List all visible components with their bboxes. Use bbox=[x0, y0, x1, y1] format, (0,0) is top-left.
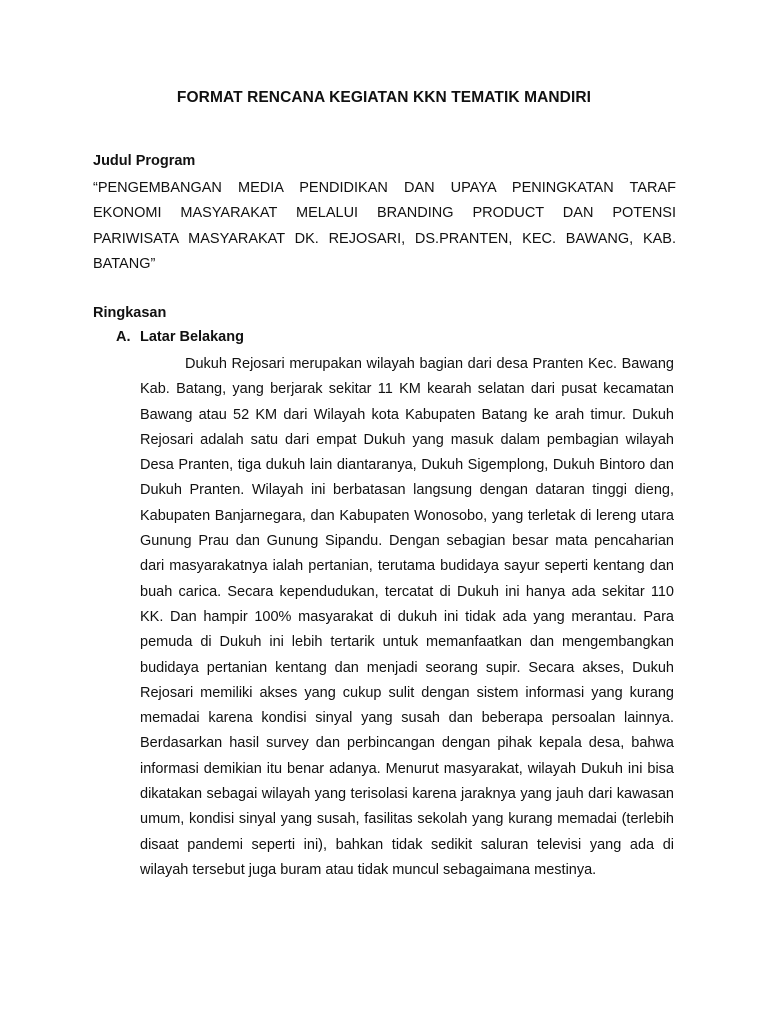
list-marker: A. bbox=[116, 329, 131, 345]
background-paragraph: Dukuh Rejosari merupakan wilayah bagian dari desa Pranten Kec. Bawang Kab. Batang, yang berjarak sekitar 11 KM kearah selatan dari pusat kecamatan Bawang atau 52 KM dari Wilayah kota Kabupaten Batang ke arah timur. Dukuh Rejosari adalah satu dari empat Dukuh yang masuk dalam pembagian wilayah Desa Pranten, tiga dukuh lain diantaranya, Dukuh Sigemplong, Dukuh Bintoro dan Dukuh Pranten. Wilayah ini berbatasan langsung dengan dataran tinggi dieng, Kabupaten Banjarnegara, dan Kabupaten Wonosobo, yang terletak di lereng utara Gunung Prau dan Gunung Sipandu. Dengan sebagian besar mata pencaharian dari masyarakatnya ialah pertanian, terutama budidaya sayur seperti kentang dan buah carica. Secara kependudukan, tercatat di Dukuh ini hanya ada sekitar 110 KK. Dan hampir 100% masyarakat di dukuh ini tidak ada yang merantau. Para pemuda di Dukuh ini lebih tertarik untuk memanfaatkan dan mengembangkan budidaya pertanian kentang dan menjadi seorang supir. Secara akses, Dukuh Rejosari memiliki akses yang cukup sulit dengan sistem informasi yang kurang memadai karena kondisi sinyal yang susah dan beberapa persoalan lainnya. Berdasarkan hasil survey dan perbincangan dengan pihak kepala desa, bahwa informasi demikian itu benar adanya. Menurut masyarakat, wilayah Dukuh ini bisa dikatakan sebagai wilayah yang terisolasi karena jaraknya yang jauh dari kawasan umum, kondisi sinyal yang susah, fasilitas sekolah yang kurang memadai (terlebih disaat pandemi seperti ini), bahkan tidak sedikit saluran televisi yang ada di wilayah tersebut juga buram atau tidak muncul sebagaimana mestinya. bbox=[140, 356, 674, 878]
subsection-title: Latar Belakang bbox=[140, 329, 244, 345]
subsection-heading bbox=[116, 329, 244, 345]
document-title: FORMAT RENCANA KEGIATAN KKN TEMATIK MANDIRI bbox=[176, 89, 592, 106]
summary-heading: Ringkasan bbox=[93, 305, 167, 321]
program-title-text: “PENGEMBANGAN MEDIA PENDIDIKAN DAN UPAYA PENINGKATAN TARAF EKONOMI MASYARAKAT MELALUI BRANDING PRODUCT DAN POTENSI PARIWISATA MASYARAKAT DK. REJOSARI, DS.PRANTEN, KEC. BAWANG, KAB. BATANG” bbox=[93, 180, 676, 272]
program-heading: Judul Program bbox=[93, 153, 196, 169]
